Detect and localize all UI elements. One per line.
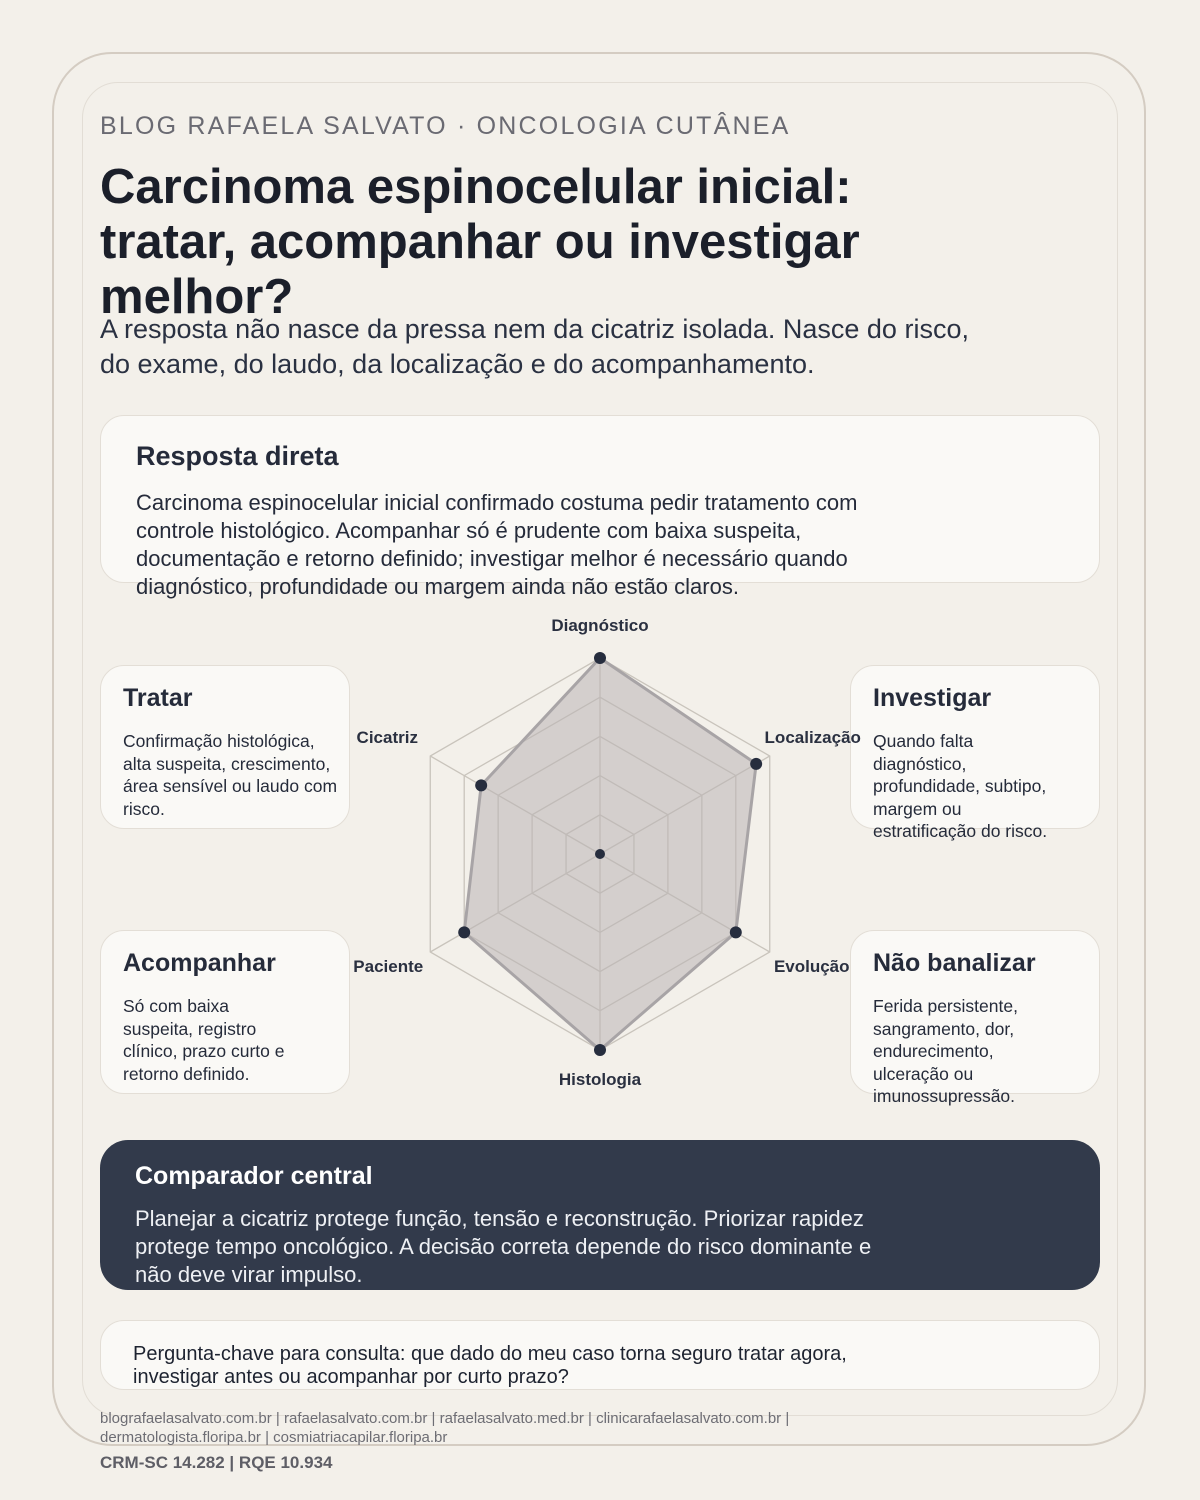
radar-axis-label: Evolução [773, 957, 850, 976]
key-question-card [100, 1320, 1100, 1390]
radar-data-point [730, 926, 742, 938]
radar-data-point [475, 779, 487, 791]
page-subtitle: A resposta não nasce da pressa nem da cicatriz isolada. Nasce do risco, do exame, do laudo, da localização e do acompanhamento. [100, 314, 969, 379]
blog-eyebrow: BLOG RAFAELA SALVATO · ONCOLOGIA CUTÂNEA [100, 112, 791, 140]
direct-answer-text: Carcinoma espinocelular inicial confirmado costuma pedir tratamento com controle histológico. Acompanhar só é prudente com baixa suspeita, documentação e retorno definido; investigar melhor é necessário quando diagnóstico, profundidade ou margem ainda não estão claros. [136, 490, 858, 599]
card-acompanhar-text: Só com baixa suspeita, registro clínico, prazo curto e retorno definido. [123, 996, 285, 1084]
footer-crm: CRM-SC 14.282 | RQE 10.934 [100, 1453, 333, 1472]
comparator-text: Planejar a cicatriz protege função, tensão e reconstrução. Priorizar rapidez protege tempo oncológico. A decisão correta depende do risco dominante e não deve virar impulso. [135, 1206, 872, 1287]
radar-data-point [594, 1044, 606, 1056]
radar-data-point [750, 758, 762, 770]
card-investigar-title: Investigar [873, 684, 992, 712]
card-nao-banalizar-title: Não banalizar [873, 949, 1036, 977]
card-tratar-text: Confirmação histológica, alta suspeita, crescimento, área sensível ou laudo com risco. [123, 731, 338, 819]
card-acompanhar-title: Acompanhar [123, 949, 276, 977]
comparator-title: Comparador central [135, 1162, 373, 1190]
radar-data-point [594, 652, 606, 664]
radar-axis-label: Diagnóstico [551, 616, 649, 635]
radar-center-point [595, 849, 605, 859]
radar-axis-label: Paciente [353, 957, 424, 976]
card-nao-banalizar-text: Ferida persistente, sangramento, dor, endurecimento, ulceração ou imunossupressão. [873, 996, 1018, 1106]
radar-axis-label: Histologia [558, 1070, 642, 1089]
radar-series-area [464, 658, 756, 1050]
card-tratar-title: Tratar [123, 684, 193, 712]
comparator-card [100, 1140, 1100, 1290]
card-investigar-text: Quando falta diagnóstico, profundidade, subtipo, margem ou estratificação do risco. [873, 731, 1048, 841]
radar-axis-label: Cicatriz [356, 728, 418, 747]
radar-axis-label: Localização [764, 728, 861, 747]
direct-answer-title: Resposta direta [136, 441, 339, 471]
radar-data-point [458, 926, 470, 938]
key-question-text: Pergunta-chave para consulta: que dado do meu caso torna seguro tratar agora, investigar antes ou acompanhar por curto prazo? [133, 1343, 847, 1388]
footer-links: blografaelasalvato.com.br | rafaelasalvato.com.br | rafaelasalvato.med.br | clinicarafaelasalvato.com.br | dermatologista.floripa.br | cosmiatriacapilar.floripa.br [100, 1410, 790, 1446]
page-title: Carcinoma espinocelular inicial: tratar, acompanhar ou investigar melhor? [100, 160, 860, 324]
